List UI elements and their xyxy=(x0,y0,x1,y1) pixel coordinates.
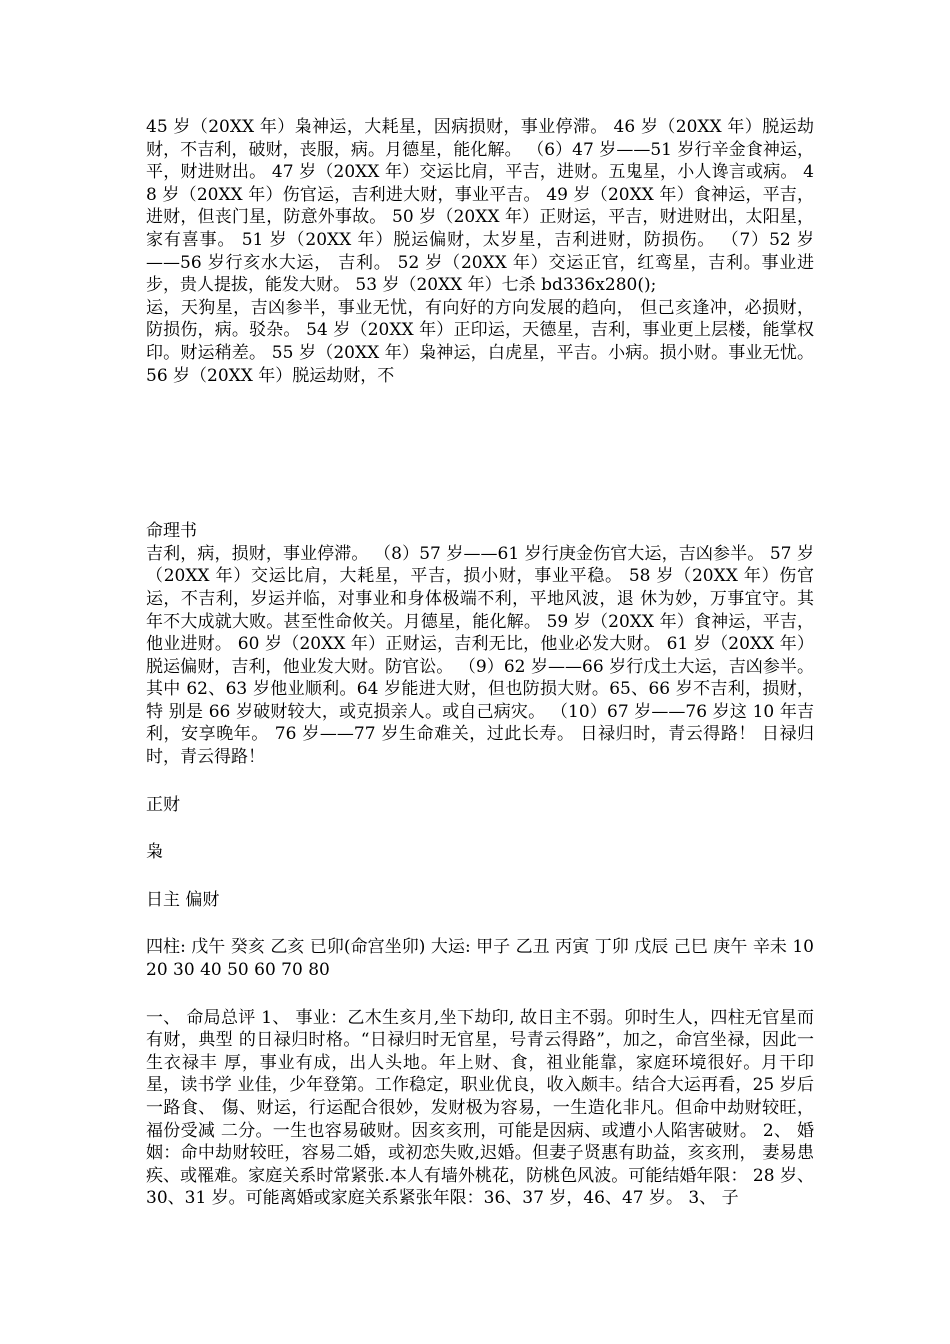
label-rizhu: 日主 偏财 xyxy=(146,889,220,910)
spacer xyxy=(146,769,814,794)
page-break-gap xyxy=(146,387,814,520)
summary-paragraph: 一、 命局总评 1、 事业：乙木生亥月,坐下劫印, 故日主不弱。卯时生人，四柱无官星而有财，典型 的日禄归时格。“日禄归时无官星，号青云得路”，加之，命宫坐禄，因此一生衣禄丰 厚，事业有成，出人头地。年上财、食，祖业能靠，家庭环境很好。月干印星，读书学 业佳，少年登第。工作稳定，职业优良，收入颇丰。结合大运再看，25 岁后一路食、 傷、财运，行运配合很妙，发财极为容易，一生造化非凡。但命中劫财较旺，福份受减 二分。一生也容易破财。因亥亥刑，可能是因病、或遭小人陷害破财。 2、 婚姻：命中劫财较旺，容易二婚，或初恋失败,迟婚。但妻子贤惠有助益，亥亥刑， 妻易患疾、或罹难。家庭关系时常紧张.本人有墙外桃花，防桃色风波。可能结婚年限： 28 岁、30、31 岁。可能离婚或家庭关系紧张年限：36、37 岁，46、47 岁。 3、 子 xyxy=(146,1007,814,1209)
spacer xyxy=(146,864,814,889)
fortune-paragraph-2: 吉利，病，损财，事业停滞。 （8）57 岁——61 岁行庚金伤官大运，吉凶参半。 57 岁（20XX 年）交运比肩，大耗星，平吉，损小财，事业平稳。 58 岁（20XX 年）伤官运，不吉利，岁运并临，对事业和身体极端不利，平地风波，退 休为妙，万事宜守。其年不大成就大败。甚至性命攸关。月德星，能化解。 59 岁（20XX 年）食神运，平吉，他业进财。 60 岁（20XX 年）正财运，吉利无比，他业必发大财。 61 岁（20XX 年）脱运偏财，吉利，他业发大财。防官讼。 （9）62 岁——66 岁行戊土大运，吉凶参半。 其中 62、63 岁他业顺利。64 岁能进大财，但也防损大财。65、66 岁不吉利，损财，特 别是 66 岁破财较大，或克损亲人。或自己病灾。 （10）67 岁——76 岁这 10 年吉利，安享晚年。 76 岁——77 岁生命难关，过此长寿。 日禄归时，青云得路！ 日禄归时，青云得路！ xyxy=(146,543,814,768)
document-page xyxy=(146,116,814,1210)
fortune-paragraph-1b: 运，天狗星，吉凶参半，事业无忧，有向好的方向发展的趋向， 但己亥逢冲，必损财，防损伤，病。驳杂。 54 岁（20XX 年）正印运，天德星，吉利，事业更上层楼，能掌权印。财运稍差。 55 岁（20XX 年）枭神运，白虎星，平吉。小病。损小财。事业无忧。 56 岁（20XX 年）脱运劫财，不 xyxy=(146,297,814,386)
spacer xyxy=(146,816,814,841)
section-title: 命理书 xyxy=(146,521,197,542)
spacer xyxy=(146,982,814,1007)
spacer xyxy=(146,911,814,936)
label-zhengcai: 正财 xyxy=(146,794,180,815)
label-xiao: 枭 xyxy=(146,842,163,863)
four-pillars-line: 四柱: 戊午 癸亥 乙亥 已卯(命宫坐卯) 大运: 甲子 乙丑 丙寅 丁卯 戊辰 己巳 庚午 辛未 10 20 30 40 50 60 70 80 xyxy=(146,937,814,981)
fortune-paragraph-1a: 45 岁（20XX 年）枭神运，大耗星，因病损财，事业停滞。 46 岁（20XX 年）脱运劫财，不吉利，破财，丧服，病。月德星，能化解。 （6）47 岁——51 岁行辛金食神运，平，财进财出。 47 岁（20XX 年）交运比肩，平吉，进财。五鬼星，小人谗言或病。 48 岁（20XX 年）伤官运，吉利进大财，事业平吉。 49 岁（20XX 年）食神运，平吉，进财，但丧门星，防意外事故。 50 岁（20XX 年）正财运，平吉，财进财出，太阳星，家有喜事。 51 岁（20XX 年）脱运偏财，太岁星，吉利进财，防损伤。 （7）52 岁——56 岁行亥水大运， 吉利。 52 岁（20XX 年）交运正官，红鸾星，吉利。事业进步，贵人提拔，能发大财。 53 岁（20XX 年）七杀 bd336x280(); xyxy=(146,117,814,296)
